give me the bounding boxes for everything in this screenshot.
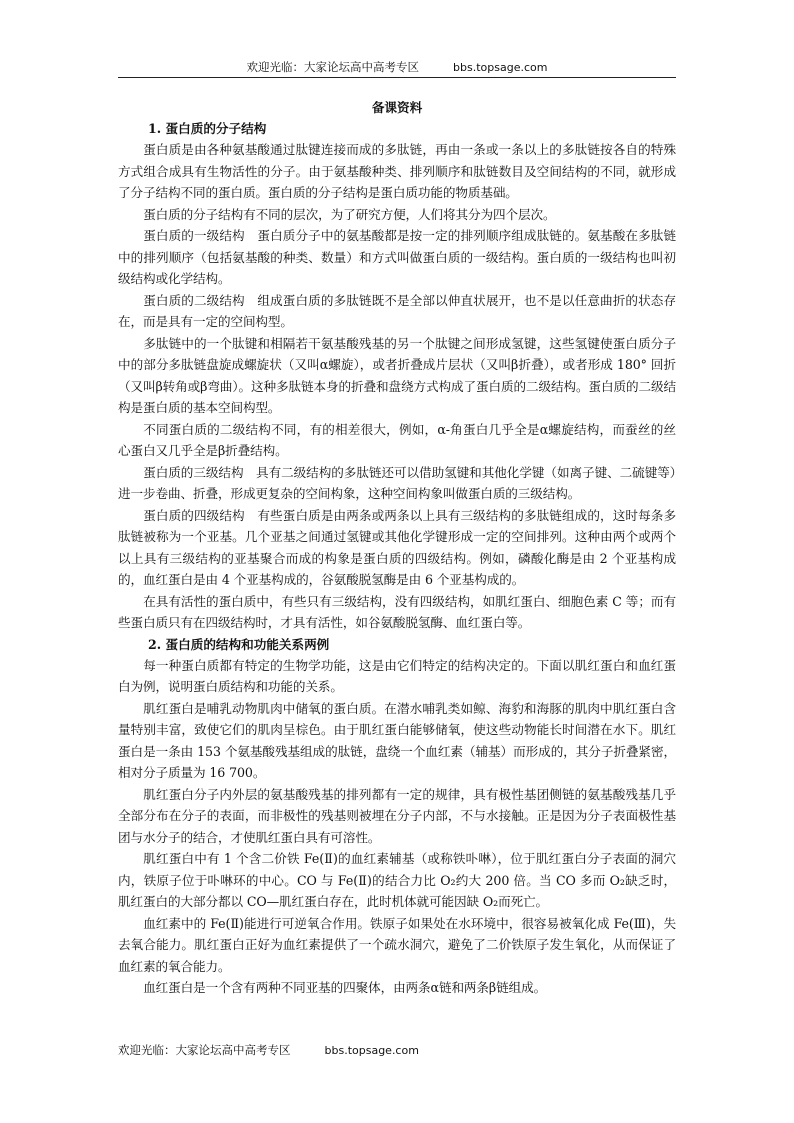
paragraph: 肌红蛋白中有 1 个含二价铁 Fe(Ⅱ)的血红素辅基（或称铁卟啉），位于肌红蛋白分子表面的洞穴内，铁原子位于卟啉环的中心。CO 与 Fe(Ⅱ)的结合力比 O₂约大 200 倍。当 CO 多而 O₂缺乏时，肌红蛋白的大部分都以 CO—肌红蛋白存在，此时机体就可能因缺 O₂而死亡。: [118, 851, 676, 909]
header-welcome-text: 欢迎光临：大家论坛高中高考专区: [246, 60, 420, 74]
paragraph: 蛋白质的分子结构有不同的层次，为了研究方便，人们将其分为四个层次。: [143, 206, 556, 222]
footer-site-link[interactable]: bbs.topsage.com: [324, 1044, 419, 1057]
paragraph: 每一种蛋白质都有特定的生物学功能，这是由它们特定的结构决定的。下面以肌红蛋白和血红蛋白为例，说明蛋白质结构和功能的关系。: [118, 657, 676, 694]
paragraph: 血红素中的 Fe(Ⅱ)能进行可逆氧合作用。铁原子如果处在水环境中，很容易被氧化成 Fe(Ⅲ)，失去氧合能力。肌红蛋白正好为血红素提供了一个疏水洞穴，避免了二价铁原子发生氧化，从而保证了血红素的氧合能力。: [118, 915, 676, 974]
paragraph: 蛋白质的三级结构 具有二级结构的多肽链还可以借助氢键和其他化学键（如离子键、二硫键等）进一步卷曲、折叠，形成更复杂的空间构象，这种空间构象叫做蛋白质的三级结构。: [118, 464, 676, 501]
paragraph: 不同蛋白质的二级结构不同，有的相差很大，例如，α-角蛋白几乎全是α螺旋结构，而蚕丝的丝心蛋白又几乎全是β折叠结构。: [118, 421, 676, 458]
paragraph: 在具有活性的蛋白质中，有些只有三级结构，没有四级结构，如肌红蛋白、细胞色素 C 等；而有些蛋白质只有在四级结构时，才具有活性，如谷氨酸脱氢酶、血红蛋白等。: [118, 593, 676, 630]
paragraph: 蛋白质的二级结构 组成蛋白质的多肽链既不是全部以伸直状展开，也不是以任意曲折的状态存在，而是具有一定的空间构型。: [118, 292, 676, 329]
document-body: [118, 98, 676, 999]
section-protein-structure: [118, 118, 676, 634]
page-header: [118, 59, 676, 78]
paragraph: 血红蛋白是一个含有两种不同亚基的四聚体，由两条α链和两条β链组成。: [143, 980, 547, 995]
section-title: 2. 蛋白质的结构和功能关系两例: [148, 636, 330, 652]
paragraph: 蛋白质的一级结构 蛋白质分子中的氨基酸都是按一定的排列顺序组成肽链的。氨基酸在多肽链中的排列顺序（包括氨基酸的种类、数量）和方式叫做蛋白质的一级结构。蛋白质的一级结构也叫初级结构或化学结构。: [118, 228, 676, 286]
paragraph: 蛋白质的四级结构 有些蛋白质是由两条或两条以上具有三级结构的多肽链组成的，这时每条多肽链被称为一个亚基。几个亚基之间通过氢键或其他化学键形成一定的空间排列。这种由两个或两个以上具有三级结构的亚基聚合而成的构象是蛋白质的四级结构。例如，磷酸化酶是由 2 个亚基构成的，血红蛋白是由 4 个亚基构成的，谷氨酸脱氢酶是由 6 个亚基构成的。: [118, 507, 676, 587]
section-title: 1. 蛋白质的分子结构: [148, 121, 267, 136]
paragraph: 蛋白质是由各种氨基酸通过肽键连接而成的多肽链，再由一条或一条以上的多肽链按各自的特殊方式组合成具有生物活性的分子。由于氨基酸种类、排列顺序和肽链数目及空间结构的不同，就形成了分子结构不同的蛋白质。蛋白质的分子结构是蛋白质功能的物质基础。: [118, 142, 676, 200]
paragraph: 肌红蛋白分子内外层的氨基酸残基的排列都有一定的规律，具有极性基团侧链的氨基酸残基几乎全部分布在分子的表面，而非极性的残基则被埋在分子内部，不与水接触。正是因为分子表面极性基团与水分子的结合，才使肌红蛋白具有可溶性。: [118, 786, 676, 845]
page-footer: [118, 1042, 419, 1059]
document-title: 备课资料: [371, 100, 423, 115]
footer-welcome-text: 欢迎光临：大家论坛高中高考专区: [118, 1043, 291, 1057]
paragraph: 肌红蛋白是哺乳动物肌肉中储氧的蛋白质。在潜水哺乳类如鲸、海豹和海豚的肌肉中肌红蛋白含量特别丰富，致使它们的肌肉呈棕色。由于肌红蛋白能够储氧，使这些动物能长时间潜在水下。肌红蛋白是一条由 153 个氨基酸残基组成的肽链，盘绕一个血红素（辅基）而形成的，其分子折叠紧密，相对分子质量为 16 700。: [118, 700, 676, 780]
paragraph: 多肽链中的一个肽键和相隔若干氨基酸残基的另一个肽键之间形成氢键，这些氢键使蛋白质分子中的部分多肽链盘旋成螺旋状（又叫α螺旋），或者折叠成片层状（又叫β折叠），或者形成 180° 回折（又叫β转角或β弯曲）。这种多肽链本身的折叠和盘绕方式构成了蛋白质的二级结构。蛋白质的二级结构是蛋白质的基本空间构型。: [118, 335, 676, 415]
header-site-link[interactable]: bbs.topsage.com: [453, 61, 548, 74]
section-structure-function: [118, 634, 676, 999]
